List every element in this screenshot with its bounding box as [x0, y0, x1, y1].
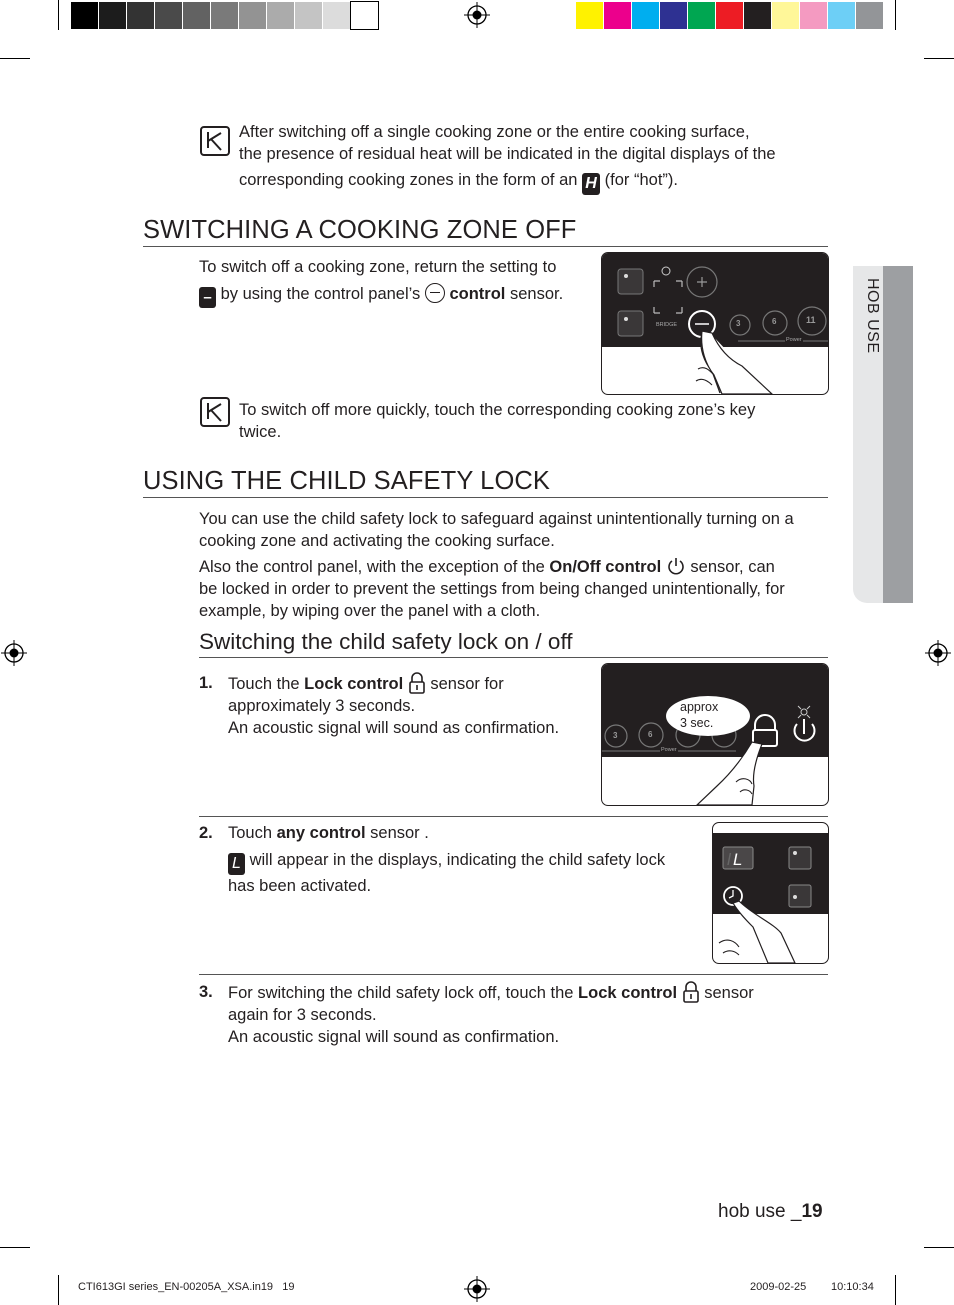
crop-mark: [895, 1275, 896, 1305]
power-label: Power: [786, 337, 802, 343]
display-panel-illustration: [712, 822, 829, 964]
note-residual-heat: After switching off a single cooking zone or the entire cooking surface, the presence of residual heat will be indicated in the digital displays of the corresponding cooking zones in the form of an H (for “hot”).: [239, 121, 839, 195]
color-swatch: [772, 2, 799, 29]
color-swatch: [856, 2, 883, 29]
level-label-6: 6: [648, 730, 653, 739]
color-swatch: [744, 2, 771, 29]
step-rule: [199, 816, 828, 817]
color-swatch: [267, 2, 294, 29]
registration-mark-icon: [464, 1276, 490, 1302]
note-icon: [200, 397, 230, 427]
color-swatch: [351, 2, 378, 29]
level-label-3: 3: [736, 319, 741, 328]
color-swatch: [604, 2, 631, 29]
hot-symbol: H: [582, 173, 600, 195]
page-footer: hob use _19: [718, 1201, 823, 1222]
level-label-3: 3: [613, 731, 618, 740]
color-swatch: [71, 2, 98, 29]
section-title-child-lock: USING THE CHILD SAFETY LOCK: [143, 467, 551, 495]
crop-mark: [58, 1275, 59, 1305]
lock-icon: [408, 672, 426, 694]
level-label-6: 6: [772, 317, 777, 326]
print-time: 10:10:34: [831, 1281, 874, 1293]
step-3-number: 3.: [199, 983, 213, 1001]
lock-display-symbol: L: [228, 853, 245, 875]
control-panel-illustration: [601, 252, 829, 395]
crop-mark: [0, 58, 30, 59]
color-swatch: [716, 2, 743, 29]
print-date: 2009-02-25: [750, 1281, 807, 1293]
control-panel-drawing: [602, 253, 828, 394]
registration-mark-icon: [925, 640, 951, 666]
color-swatch: [688, 2, 715, 29]
side-tab: [853, 266, 913, 603]
section-title-zone-off: SWITCHING A COOKING ZONE OFF: [143, 216, 577, 244]
svg-text:L: L: [733, 850, 743, 869]
step-1-number: 1.: [199, 674, 213, 692]
color-swatch: [295, 2, 322, 29]
color-swatch: [828, 2, 855, 29]
lock-panel-illustration: [601, 663, 829, 806]
power-icon: [666, 556, 686, 576]
crop-mark: [58, 0, 59, 30]
color-swatch: [155, 2, 182, 29]
step-2-text: Touch any control sensor . L will appear in the displays, indicating the child safety lock has been activated.: [228, 824, 666, 895]
bubble-line-1: approx: [680, 700, 719, 714]
registration-mark-icon: [464, 2, 490, 28]
color-swatch: [632, 2, 659, 29]
side-tab-label: HOB USE: [864, 278, 881, 354]
step-3-text: For switching the child safety lock off, touch the Lock control sensor again for 3 seconds. An acoustic signal will sound as confirmation.: [228, 981, 828, 1048]
bubble-line-2: 3 sec.: [680, 716, 714, 730]
color-swatch: [127, 2, 154, 29]
section-rule: [143, 246, 828, 247]
color-swatch: [239, 2, 266, 29]
step-1-text: Touch the Lock control sensor for approximately 3 seconds. An acoustic signal will sound as confirmation.: [228, 672, 593, 739]
color-swatch: [576, 2, 603, 29]
crop-mark: [924, 58, 954, 59]
color-swatch: [323, 2, 350, 29]
color-swatch: [211, 2, 238, 29]
page-number: 19: [801, 1201, 823, 1222]
file-info: CTI613GI series_EN-00205A_XSA.in19 19: [78, 1281, 295, 1293]
lock-panel-drawing: [602, 664, 828, 805]
svg-text:l: l: [727, 850, 731, 869]
minus-symbol: –: [199, 287, 216, 308]
color-swatch: [99, 2, 126, 29]
crop-mark: [895, 0, 896, 30]
section-rule: [143, 497, 828, 498]
subsection-title: Switching the child safety lock on / off: [199, 629, 573, 654]
zone-off-instructions: To switch off a cooking zone, return the setting to – by using the control panel’s control sensor.: [199, 258, 564, 306]
registration-mark-icon: [1, 640, 27, 666]
note-quick-off: To switch off more quickly, touch the corresponding cooking zone’s key twice.: [239, 401, 756, 441]
bridge-label: BRIDGE: [656, 322, 678, 328]
color-swatch: [660, 2, 687, 29]
step-2-number: 2.: [199, 824, 213, 842]
color-swatch: [800, 2, 827, 29]
note-icon: [200, 126, 230, 156]
crop-mark: [0, 1247, 30, 1248]
power-label: Power: [661, 747, 677, 753]
color-swatch: [183, 2, 210, 29]
level-label-11: 11: [806, 315, 816, 325]
crop-mark: [924, 1247, 954, 1248]
step-rule: [199, 974, 828, 975]
minus-control-icon: [425, 283, 445, 303]
subsection-rule: [199, 657, 828, 658]
child-lock-intro: You can use the child safety lock to safeguard against unintentionally turning on a cooking zone and activating the cooking surface. Also the control panel, with the exception of the On/Off control sensor, can be locked in order to prevent the settings from being changed unintentionally, for example, by wiping over the panel with a cloth.: [199, 510, 794, 620]
lock-icon: [682, 981, 700, 1003]
display-panel-drawing: [713, 823, 828, 963]
